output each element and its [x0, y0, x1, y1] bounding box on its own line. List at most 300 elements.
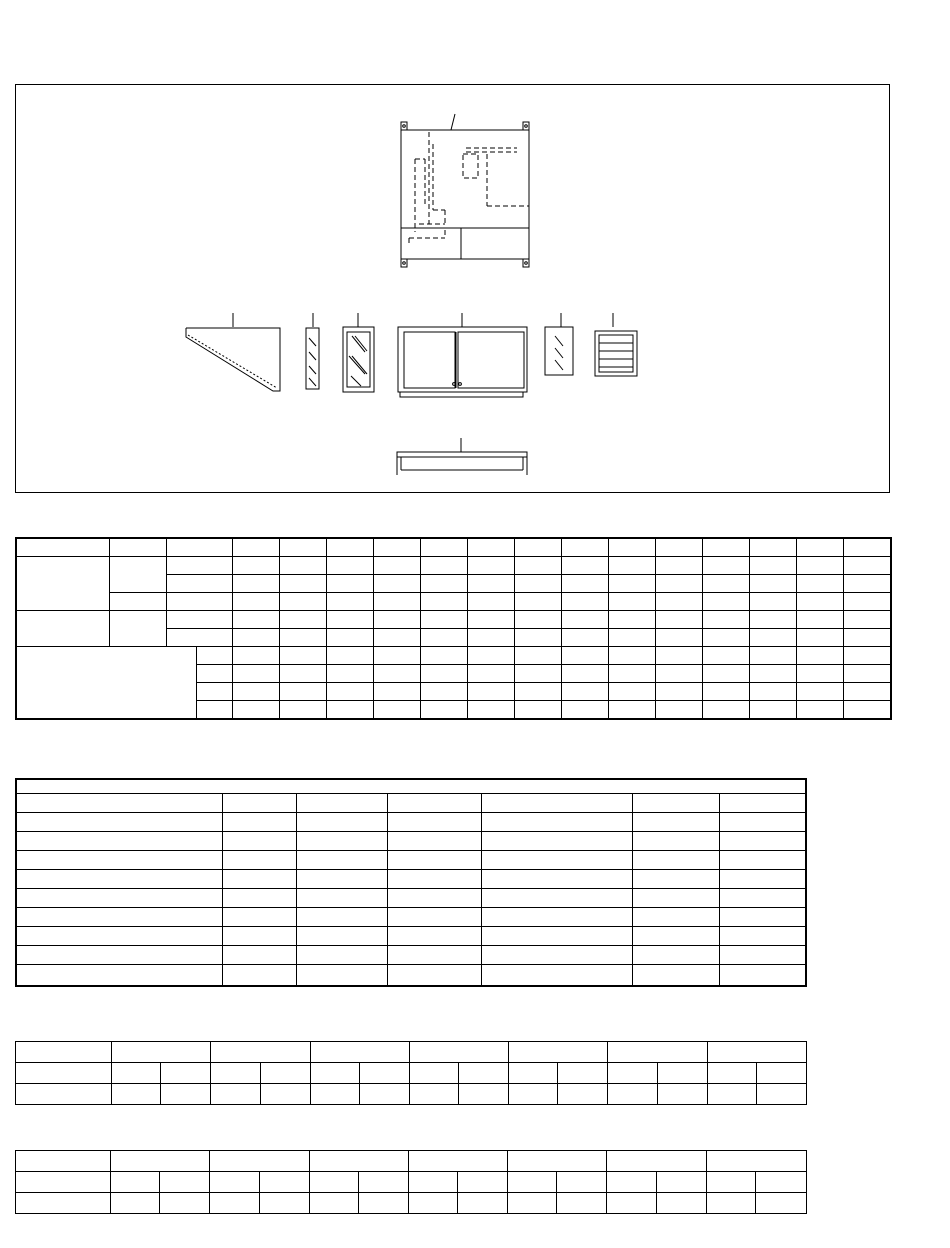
table-cell: [719, 794, 806, 813]
table-cell: [326, 665, 373, 683]
table-cell: [222, 794, 296, 813]
table-cell: [703, 593, 750, 611]
table-cell: [326, 647, 373, 665]
table-cell: [408, 1172, 457, 1193]
table-cell: [260, 1063, 310, 1084]
table-row: [16, 1193, 807, 1214]
table-cell: [509, 1042, 608, 1063]
table-cell: [222, 946, 296, 965]
table-cell: [707, 1063, 756, 1084]
table-cell: [222, 832, 296, 851]
table-row: [16, 832, 806, 851]
table-row: [16, 538, 891, 557]
table-cell: [409, 1084, 458, 1105]
option-table-a: [15, 1041, 807, 1105]
table-cell: [515, 701, 562, 720]
table-cell: [467, 557, 514, 575]
table-cell: [279, 701, 326, 720]
spec-table: [15, 537, 892, 720]
table-cell: [844, 611, 891, 629]
table-cell: [279, 593, 326, 611]
table-cell: [609, 575, 656, 593]
table-cell: [373, 683, 420, 701]
table-cell: [703, 701, 750, 720]
table-cell: [750, 629, 797, 647]
row-label-cell: [166, 611, 232, 629]
table-row: [16, 927, 806, 946]
table-row: [16, 870, 806, 889]
table-cell: [16, 813, 222, 832]
table-cell: [632, 908, 719, 927]
table-cell: [16, 870, 222, 889]
double-door-icon: [398, 313, 527, 397]
table-cell: [609, 665, 656, 683]
table-cell: [326, 611, 373, 629]
subgroup-label-cell: [109, 611, 166, 647]
table-cell: [296, 851, 387, 870]
table-cell: [111, 1172, 160, 1193]
table-cell: [656, 665, 703, 683]
table-cell: [515, 575, 562, 593]
table-cell: [797, 701, 844, 720]
table-cell: [420, 647, 467, 665]
table-cell: [562, 611, 609, 629]
table-cell: [296, 794, 387, 813]
table-cell: [387, 927, 481, 946]
table-cell: [707, 1084, 756, 1105]
table-cell: [656, 557, 703, 575]
table-cell: [756, 1063, 806, 1084]
table-cell: [373, 647, 420, 665]
table-cell: [656, 647, 703, 665]
table-cell: [481, 946, 632, 965]
table-cell: [296, 832, 387, 851]
table-row: [16, 611, 891, 629]
table-cell: [844, 701, 891, 720]
table-cell: [703, 647, 750, 665]
table-cell: [562, 683, 609, 701]
group-label-cell: [16, 611, 109, 647]
table-cell: [607, 1193, 656, 1214]
table-cell: [420, 683, 467, 701]
table-cell: [707, 1042, 806, 1063]
table-cell: [632, 851, 719, 870]
table-cell: [481, 908, 632, 927]
table-cell: [607, 1151, 706, 1172]
table-cell: [481, 965, 632, 987]
table-cell: [232, 593, 279, 611]
table-cell: [656, 1193, 706, 1214]
table-cell: [210, 1151, 309, 1172]
table-cell: [750, 647, 797, 665]
table-row: [16, 946, 806, 965]
table-row: [16, 813, 806, 832]
table-cell: [750, 701, 797, 720]
header-cell: [420, 538, 467, 557]
table-cell: [326, 683, 373, 701]
table-cell: [279, 575, 326, 593]
table-cell: [359, 1084, 409, 1105]
glass-strip-icon: [306, 313, 319, 389]
table-cell: [387, 889, 481, 908]
table-cell: [656, 629, 703, 647]
table-cell: [515, 629, 562, 647]
header-cell: [844, 538, 891, 557]
table-cell: [310, 1063, 359, 1084]
table-cell: [211, 1063, 260, 1084]
table-cell: [844, 557, 891, 575]
table-cell: [656, 701, 703, 720]
table-cell: [755, 1193, 806, 1214]
table-cell: [358, 1193, 408, 1214]
group-label-cell: [16, 557, 109, 611]
table-cell: [706, 1193, 755, 1214]
table-cell: [703, 557, 750, 575]
table-cell: [750, 611, 797, 629]
table-row: [16, 1151, 807, 1172]
table-cell: [632, 889, 719, 908]
table-cell: [222, 813, 296, 832]
table-cell: [232, 683, 279, 701]
table-cell: [326, 701, 373, 720]
table-cell: [481, 889, 632, 908]
table-cell: [562, 557, 609, 575]
table-cell: [408, 1151, 507, 1172]
table-cell: [111, 1151, 210, 1172]
table-cell: [750, 593, 797, 611]
table-cell: [408, 1193, 457, 1214]
group-label-cell: [16, 647, 196, 720]
table-cell: [458, 1193, 508, 1214]
table-cell: [632, 965, 719, 987]
table-cell: [211, 1084, 260, 1105]
table-cell: [16, 908, 222, 927]
table-cell: [373, 593, 420, 611]
table-cell: [211, 1042, 310, 1063]
table-cell: [609, 701, 656, 720]
table-cell: [632, 813, 719, 832]
table-cell: [797, 629, 844, 647]
header-cell: [797, 538, 844, 557]
header-cell: [562, 538, 609, 557]
table-row: [16, 647, 891, 665]
table-cell: [703, 575, 750, 593]
table-cell: [296, 908, 387, 927]
table-cell: [16, 927, 222, 946]
table-cell: [222, 851, 296, 870]
header-cell: [373, 538, 420, 557]
table-cell: [409, 1042, 508, 1063]
table-cell: [373, 557, 420, 575]
table-cell: [296, 889, 387, 908]
table-cell: [296, 946, 387, 965]
table-cell: [558, 1063, 608, 1084]
table-cell: [326, 575, 373, 593]
table-row: [16, 794, 806, 813]
table-cell: [608, 1084, 657, 1105]
row-label-cell: [166, 593, 232, 611]
table-cell: [279, 557, 326, 575]
table-cell: [797, 575, 844, 593]
table-cell: [222, 870, 296, 889]
glass-panel-icon: [545, 313, 573, 375]
table-cell: [632, 946, 719, 965]
table-cell: [420, 593, 467, 611]
table-cell: [609, 683, 656, 701]
table-cell: [508, 1193, 557, 1214]
table-title-row: [16, 779, 806, 794]
subgroup-label-cell: [109, 593, 166, 611]
table-cell: [222, 908, 296, 927]
row-label-cell: [166, 575, 232, 593]
base-rail-icon: [397, 438, 527, 475]
table-cell: [387, 870, 481, 889]
header-cell: [16, 538, 109, 557]
exploded-diagram: [15, 84, 890, 493]
table-cell: [309, 1193, 358, 1214]
table-cell: [515, 683, 562, 701]
table-cell: [16, 1172, 111, 1193]
row-label-cell: [196, 665, 232, 683]
table-cell: [279, 683, 326, 701]
table-cell: [656, 593, 703, 611]
option-table-b: [15, 1150, 807, 1214]
table-cell: [409, 1063, 458, 1084]
table-cell: [656, 575, 703, 593]
table-row: [16, 908, 806, 927]
table-cell: [387, 813, 481, 832]
table-title-cell: [16, 779, 806, 794]
table-cell: [797, 683, 844, 701]
table-cell: [387, 946, 481, 965]
table-cell: [373, 701, 420, 720]
subgroup-label-cell: [109, 557, 166, 593]
table-cell: [260, 1084, 310, 1105]
table-cell: [373, 575, 420, 593]
header-cell: [609, 538, 656, 557]
table-cell: [515, 593, 562, 611]
table-cell: [562, 629, 609, 647]
table-cell: [210, 1172, 259, 1193]
table-cell: [358, 1172, 408, 1193]
header-cell: [166, 538, 232, 557]
table-cell: [296, 870, 387, 889]
table-cell: [161, 1063, 211, 1084]
table-cell: [373, 629, 420, 647]
table-cell: [279, 629, 326, 647]
table-cell: [310, 1042, 409, 1063]
table-cell: [797, 593, 844, 611]
table-cell: [420, 557, 467, 575]
table-cell: [16, 1084, 112, 1105]
table-cell: [481, 927, 632, 946]
table-cell: [222, 889, 296, 908]
table-cell: [387, 794, 481, 813]
table-cell: [609, 647, 656, 665]
table-cell: [467, 629, 514, 647]
table-cell: [609, 593, 656, 611]
table-cell: [844, 665, 891, 683]
table-cell: [515, 665, 562, 683]
table-cell: [844, 647, 891, 665]
table-cell: [656, 683, 703, 701]
side-panel-icon: [186, 313, 280, 391]
table-cell: [703, 611, 750, 629]
table-row: [16, 1042, 807, 1063]
table-cell: [481, 851, 632, 870]
table-cell: [719, 946, 806, 965]
header-cell: [515, 538, 562, 557]
table-cell: [632, 832, 719, 851]
table-cell: [210, 1193, 259, 1214]
header-cell: [656, 538, 703, 557]
table-cell: [844, 575, 891, 593]
table-cell: [562, 665, 609, 683]
table-row: [16, 851, 806, 870]
table-cell: [279, 611, 326, 629]
table-cell: [719, 870, 806, 889]
table-cell: [632, 794, 719, 813]
table-cell: [515, 611, 562, 629]
table-cell: [609, 611, 656, 629]
table-cell: [387, 908, 481, 927]
table-cell: [16, 1063, 112, 1084]
table-cell: [373, 665, 420, 683]
table-cell: [657, 1063, 707, 1084]
table-cell: [750, 665, 797, 683]
glass-door-icon: [343, 313, 374, 392]
table-cell: [16, 851, 222, 870]
table-cell: [797, 611, 844, 629]
table-cell: [844, 629, 891, 647]
table-row: [16, 557, 891, 575]
header-cell: [326, 538, 373, 557]
table-cell: [608, 1063, 657, 1084]
header-cell: [703, 538, 750, 557]
table-cell: [719, 965, 806, 987]
table-cell: [632, 927, 719, 946]
table-cell: [797, 647, 844, 665]
table-row: [16, 593, 891, 611]
table-row: [16, 965, 806, 987]
table-cell: [296, 927, 387, 946]
table-cell: [112, 1042, 211, 1063]
table-cell: [750, 557, 797, 575]
table-cell: [232, 611, 279, 629]
table-cell: [509, 1084, 558, 1105]
header-cell: [109, 538, 166, 557]
table-cell: [232, 629, 279, 647]
table-cell: [508, 1151, 607, 1172]
table-cell: [309, 1151, 408, 1172]
table-row: [16, 1172, 807, 1193]
table-cell: [161, 1084, 211, 1105]
table-cell: [750, 683, 797, 701]
table-cell: [420, 665, 467, 683]
table-cell: [459, 1063, 509, 1084]
table-cell: [755, 1172, 806, 1193]
table-cell: [160, 1193, 210, 1214]
table-cell: [515, 647, 562, 665]
table-cell: [16, 889, 222, 908]
table-cell: [719, 832, 806, 851]
table-cell: [562, 575, 609, 593]
table-cell: [467, 593, 514, 611]
table-cell: [557, 1193, 607, 1214]
table-cell: [508, 1172, 557, 1193]
table-cell: [259, 1193, 309, 1214]
table-cell: [719, 813, 806, 832]
table-cell: [562, 701, 609, 720]
table-cell: [657, 1084, 707, 1105]
table-cell: [310, 1084, 359, 1105]
table-cell: [608, 1042, 707, 1063]
header-cell: [467, 538, 514, 557]
table-cell: [279, 647, 326, 665]
table-row: [16, 1063, 807, 1084]
table-cell: [16, 946, 222, 965]
table-cell: [160, 1172, 210, 1193]
table-cell: [222, 965, 296, 987]
table-cell: [420, 701, 467, 720]
table-cell: [706, 1151, 806, 1172]
table-cell: [515, 557, 562, 575]
row-label-cell: [196, 647, 232, 665]
table-cell: [703, 629, 750, 647]
table-cell: [16, 832, 222, 851]
table-cell: [259, 1172, 309, 1193]
table-cell: [844, 683, 891, 701]
table-cell: [112, 1063, 161, 1084]
header-cell: [279, 538, 326, 557]
table-cell: [373, 611, 420, 629]
table-cell: [719, 889, 806, 908]
table-cell: [296, 965, 387, 987]
table-cell: [296, 813, 387, 832]
table-cell: [420, 611, 467, 629]
table-cell: [562, 593, 609, 611]
table-cell: [309, 1172, 358, 1193]
table-cell: [387, 965, 481, 987]
table-cell: [607, 1172, 656, 1193]
header-cell: [232, 538, 279, 557]
cabinet-panel-icon: [401, 114, 529, 267]
table-cell: [467, 575, 514, 593]
table-row: [16, 889, 806, 908]
table-cell: [232, 557, 279, 575]
table-cell: [326, 557, 373, 575]
table-cell: [509, 1063, 558, 1084]
table-cell: [232, 575, 279, 593]
row-label-cell: [196, 683, 232, 701]
table-cell: [481, 813, 632, 832]
table-cell: [703, 665, 750, 683]
table-cell: [797, 557, 844, 575]
table-cell: [16, 1193, 111, 1214]
table-cell: [279, 665, 326, 683]
table-cell: [609, 629, 656, 647]
header-cell: [750, 538, 797, 557]
table-cell: [111, 1193, 160, 1214]
table-cell: [232, 665, 279, 683]
table-cell: [558, 1084, 608, 1105]
dimension-table: [15, 778, 807, 987]
table-cell: [467, 701, 514, 720]
table-cell: [703, 683, 750, 701]
table-cell: [481, 870, 632, 889]
row-label-cell: [166, 629, 232, 647]
table-cell: [467, 683, 514, 701]
